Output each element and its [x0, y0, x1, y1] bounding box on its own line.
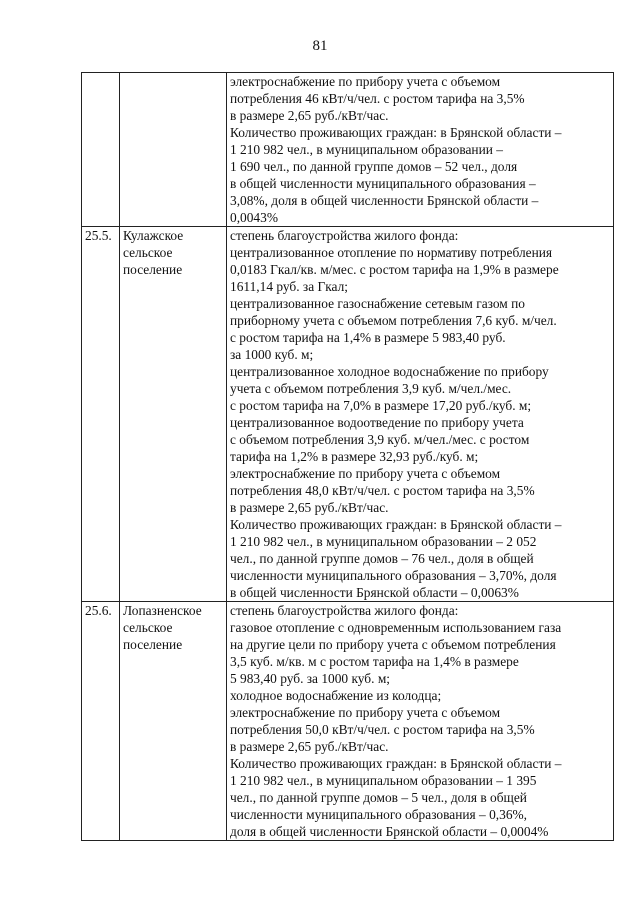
description-line: доля в общей численности Брянской области – 0,0004% — [230, 824, 549, 839]
settlement-name-line: Лопазненское — [123, 603, 202, 618]
row-number: 25.6. — [85, 603, 112, 618]
description-line: Количество проживающих граждан: в Брянской области – — [230, 756, 562, 771]
description-line: 0,0183 Гкал/кв. м/мес. с ростом тарифа на 1,9% в размере — [230, 262, 559, 277]
description-line: с ростом тарифа на 7,0% в размере 17,20 руб./куб. м; — [230, 398, 532, 413]
settlement-name-line: Кулажское — [123, 228, 184, 243]
description-line: 1 210 982 чел., в муниципальном образовании – 1 395 — [230, 773, 537, 788]
description-line: 3,5 куб. м/кв. м с ростом тарифа на 1,4% в размере — [230, 654, 519, 669]
description-line: потребления 50,0 кВт/ч/чел. с ростом тарифа на 3,5% — [230, 722, 535, 737]
description-line: с ростом тарифа на 1,4% в размере 5 983,40 руб. — [230, 330, 506, 345]
description-line: тарифа на 1,2% в размере 32,93 руб./куб. м; — [230, 449, 479, 464]
row-number: 25.5. — [85, 228, 112, 243]
description-line: 1 210 982 чел., в муниципальном образовании – 2 052 — [230, 534, 537, 549]
description-line: приборному учета с объемом потребления 7,6 куб. м/чел. — [230, 313, 557, 328]
description-line: 1 690 чел., по данной группе домов – 52 чел., доля — [230, 159, 518, 174]
description-cell — [227, 73, 614, 227]
description-line: 5 983,40 руб. за 1000 куб. м; — [230, 671, 391, 686]
description-line: 1611,14 руб. за Гкал; — [230, 279, 349, 294]
description-line: холодное водоснабжение из колодца; — [230, 688, 442, 703]
description-line: учета с объемом потребления 3,9 куб. м/чел./мес. — [230, 381, 512, 396]
description-line: чел., по данной группе домов – 5 чел., доля в общей — [230, 790, 527, 805]
description-line: численности муниципального образования – 3,70%, доля — [230, 568, 557, 583]
settlement-name-cell — [120, 227, 227, 602]
description-line: на другие цели по прибору учета с объемом потребления — [230, 637, 556, 652]
description-line: электроснабжение по прибору учета с объемом — [230, 74, 501, 89]
tariff-table — [81, 72, 614, 841]
row-number-cell — [82, 602, 120, 841]
description-line: 3,08%, доля в общей численности Брянской области – — [230, 193, 539, 208]
description-line: в общей численности муниципального образования – — [230, 176, 536, 191]
description-line: газовое отопление с одновременным использованием газа — [230, 620, 562, 635]
description-line: 1 210 982 чел., в муниципальном образовании – — [230, 142, 503, 157]
settlement-name-line: сельское — [123, 245, 173, 260]
row-number-cell — [82, 227, 120, 602]
description-line: чел., по данной группе домов – 76 чел., доля в общей — [230, 551, 534, 566]
description-line: степень благоустройства жилого фонда: — [230, 603, 459, 618]
description-line: в размере 2,65 руб./кВт/час. — [230, 739, 389, 754]
description-line: централизованное водоотведение по прибору учета — [230, 415, 524, 430]
description-line: в общей численности Брянской области – 0,0063% — [230, 585, 519, 600]
description-line: с объемом потребления 3,9 куб. м/чел./мес. с ростом — [230, 432, 530, 447]
description-line: 0,0043% — [230, 210, 278, 225]
description-line: централизованное холодное водоснабжение по прибору — [230, 364, 549, 379]
table-body — [82, 73, 614, 841]
settlement-name-line: сельское — [123, 620, 173, 635]
table-row — [82, 73, 614, 227]
settlement-name-line: поселение — [123, 262, 183, 277]
table-row — [82, 227, 614, 602]
description-line: Количество проживающих граждан: в Брянской области – — [230, 125, 562, 140]
description-line: численности муниципального образования – 0,36%, — [230, 807, 528, 822]
description-line: централизованное отопление по нормативу потребления — [230, 245, 553, 260]
page-number: 81 — [312, 38, 328, 54]
description-line: электроснабжение по прибору учета с объемом — [230, 705, 501, 720]
description-line: Количество проживающих граждан: в Брянской области – — [230, 517, 562, 532]
settlement-name-cell — [120, 602, 227, 841]
row-number-cell — [82, 73, 120, 227]
description-line: электроснабжение по прибору учета с объемом — [230, 466, 501, 481]
table-row — [82, 602, 614, 841]
description-cell — [227, 227, 614, 602]
description-cell — [227, 602, 614, 841]
settlement-name-line: поселение — [123, 637, 183, 652]
description-line: за 1000 куб. м; — [230, 347, 314, 362]
description-line: потребления 48,0 кВт/ч/чел. с ростом тарифа на 3,5% — [230, 483, 535, 498]
description-line: в размере 2,65 руб./кВт/час. — [230, 500, 389, 515]
description-line: централизованное газоснабжение сетевым газом по — [230, 296, 525, 311]
description-line: степень благоустройства жилого фонда: — [230, 228, 459, 243]
settlement-name-cell — [120, 73, 227, 227]
description-line: потребления 46 кВт/ч/чел. с ростом тарифа на 3,5% — [230, 91, 525, 106]
description-line: в размере 2,65 руб./кВт/час. — [230, 108, 389, 123]
